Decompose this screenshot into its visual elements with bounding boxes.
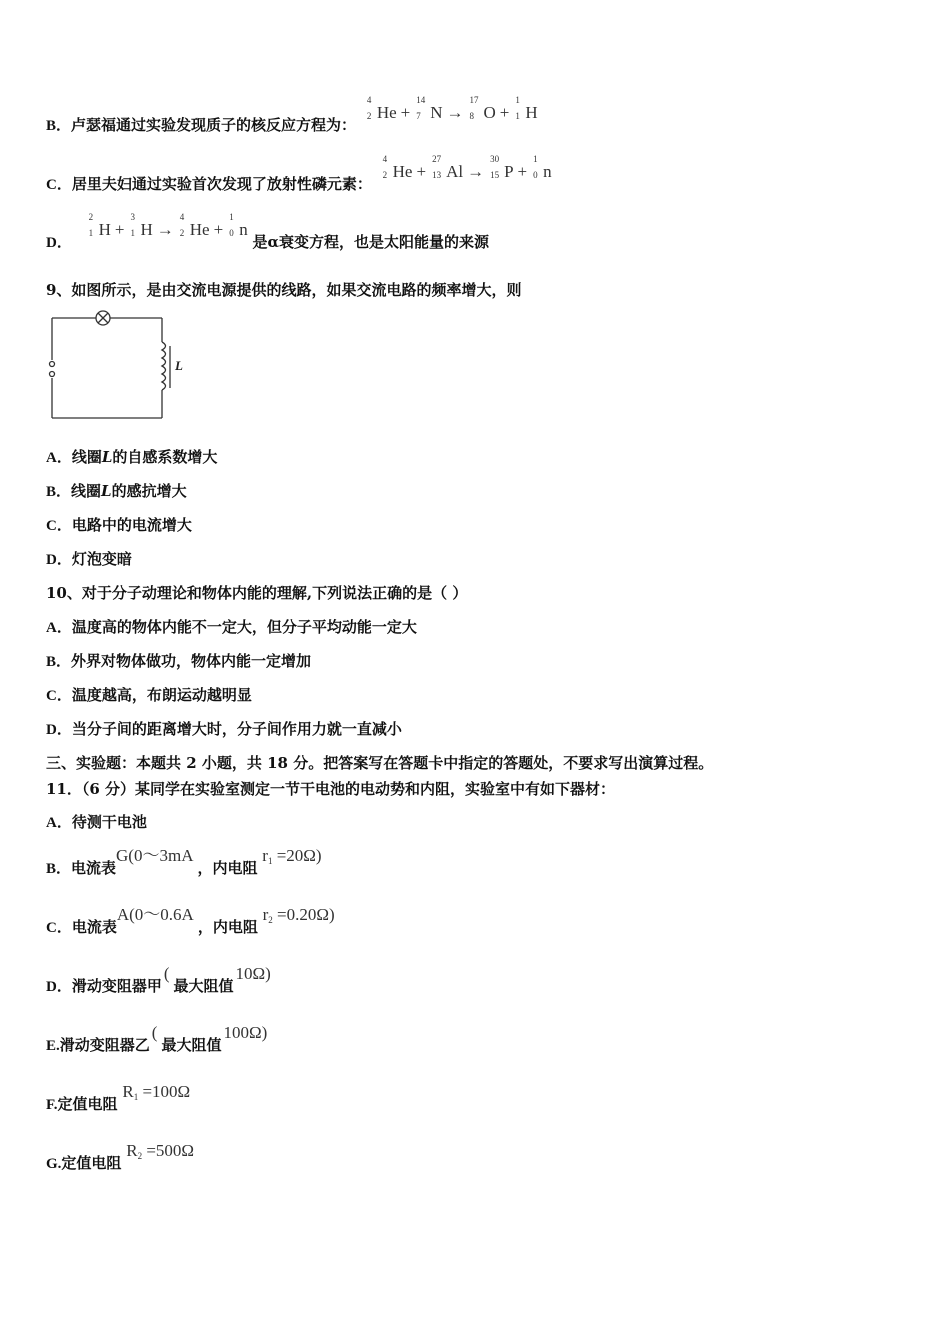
option-text: 居里夫妇通过实验首次发现了放射性磷元素： [71, 175, 372, 193]
option-text: ．电流表 [56, 918, 117, 936]
option-label: B． [46, 118, 72, 134]
nuclide: 27 13 Al [432, 154, 464, 181]
option-text: ．滑动变阻器甲 [56, 977, 162, 995]
resistance-value: 10Ω) [235, 964, 271, 983]
q8-option-b [46, 95, 538, 136]
option-text: ，内电阻 [197, 859, 258, 877]
operator: + [400, 103, 411, 122]
question-10-stem: 10、对于分子动理论和物体内能的理解,下列说法正确的是（ ） [46, 584, 468, 602]
option-label: A． [46, 450, 72, 466]
option-text: ，内电阻 [197, 918, 258, 936]
meter-spec: G(0～3mA [116, 846, 194, 865]
q9-option-a [46, 447, 217, 468]
inductor-symbol: L [101, 448, 113, 466]
option-text: 的自感系数增大 [112, 448, 218, 466]
option-label: F. [46, 1097, 58, 1113]
option-label: C． [46, 177, 72, 193]
q11-option-b [46, 846, 322, 880]
nuclide: 3 1 H [130, 212, 153, 239]
operator: + [499, 103, 510, 122]
q10-option-b [46, 651, 311, 672]
option-text: 最大阻值 [161, 1036, 222, 1054]
option-label: A [46, 815, 57, 831]
option-label: D [46, 979, 57, 995]
option-text: 最大阻值 [173, 977, 234, 995]
q10-option-d [46, 719, 402, 740]
nuclear-equation [365, 95, 538, 122]
nuclide: 30 15 P [490, 154, 514, 181]
ac-source-terminal [50, 372, 55, 377]
option-label: C． [46, 518, 72, 534]
q11-option-g [46, 1141, 195, 1175]
nuclide: 1 0 n [533, 154, 552, 181]
option-label: C． [46, 688, 72, 704]
option-text: 温度高的物体内能不一定大，但分子平均动能一定大 [71, 618, 417, 636]
q11-option-a [46, 812, 147, 833]
resistance-value: R2 =500Ω [126, 1141, 195, 1161]
option-label: B． [46, 484, 72, 500]
question-9-stem: 9、如图所示，是由交流电源提供的线路，如果交流电路的频率增大，则 [46, 281, 522, 299]
q11-option-d [46, 964, 271, 997]
option-label: D． [46, 235, 72, 251]
q11-option-f [46, 1082, 191, 1116]
ac-source-terminal [50, 362, 55, 367]
resistance-value: r2 =0.20Ω) [262, 905, 335, 925]
q11-option-c [46, 905, 335, 939]
option-text: ．电流表 [56, 859, 117, 877]
paren: ( [151, 1023, 158, 1042]
option-text: 定值电阻 [61, 1154, 122, 1172]
q10-option-c [46, 685, 252, 706]
option-text: 温度越高，布朗运动越明显 [71, 686, 252, 704]
nuclide: 4 2 He [179, 212, 210, 239]
resistance-value: 100Ω) [223, 1023, 268, 1042]
option-text: 当分子间的距离增大时，分子间作用力就一直减小 [71, 720, 402, 738]
option-label: D． [46, 722, 72, 738]
nuclide: 17 8 O [469, 95, 496, 122]
section-3-heading: 三、实验题：本题共 2 小题，共 18 分。把答案写在答题卡中指定的答题处，不要求写出演算过程。 [46, 754, 714, 772]
resistance-value: R1 =100Ω [122, 1082, 191, 1102]
q9-option-c [46, 515, 192, 536]
nuclide: 4 2 He [366, 95, 397, 122]
operator: → [156, 220, 174, 239]
option-text: 是α衰变方程，也是太阳能量的来源 [252, 233, 490, 251]
option-text: 电路中的电流增大 [71, 516, 192, 534]
option-text: 定值电阻 [57, 1095, 118, 1113]
q8-option-d [46, 212, 490, 253]
option-text: 外界对物体做功，物体内能一定增加 [71, 652, 312, 670]
inductor-coil-icon [162, 342, 166, 390]
paren: ( [163, 964, 170, 983]
nuclide: 1 0 n [229, 212, 248, 239]
resistance-value: r1 =20Ω) [262, 846, 322, 866]
option-text: 线圈 [71, 448, 102, 466]
option-text: 卢瑟福通过实验发现质子的核反应方程为： [71, 116, 357, 134]
option-text: 滑动变阻器乙 [59, 1036, 150, 1054]
nuclide: 4 2 He [382, 154, 413, 181]
nuclide: 14 7 N [416, 95, 443, 122]
option-label: E. [46, 1038, 60, 1054]
nuclide: 2 1 H [88, 212, 111, 239]
operator: + [213, 220, 224, 239]
option-text: 灯泡变暗 [71, 550, 132, 568]
inductor-symbol: L [101, 482, 112, 500]
q10-option-a [46, 617, 417, 638]
nuclide: 1 1 H [515, 95, 538, 122]
option-text: 线圈 [71, 482, 102, 500]
question-11-stem: 11．（6 分）某同学在实验室测定一节干电池的电动势和内阻，实验室中有如下器材： [46, 780, 616, 798]
option-label: G. [46, 1156, 62, 1172]
operator: + [416, 162, 427, 181]
option-label: D． [46, 552, 72, 568]
inductor-label: L [175, 358, 183, 373]
option-label: C [46, 920, 57, 936]
meter-spec: A(0～0.6A [116, 905, 194, 924]
option-label: B． [46, 654, 72, 670]
operator: + [114, 220, 125, 239]
nuclear-equation [87, 212, 248, 239]
q9-option-d [46, 549, 132, 570]
operator: → [446, 103, 464, 122]
q8-option-c [46, 154, 552, 195]
option-label: A． [46, 620, 72, 636]
option-text: ．待测干电池 [56, 813, 147, 831]
operator: + [517, 162, 528, 181]
nuclear-equation [381, 154, 552, 181]
operator: → [467, 162, 485, 181]
circuit-diagram [46, 308, 196, 420]
q11-option-e [46, 1023, 268, 1056]
option-label: B [46, 861, 57, 877]
q9-option-b [46, 481, 187, 502]
option-text: 的感抗增大 [111, 482, 187, 500]
